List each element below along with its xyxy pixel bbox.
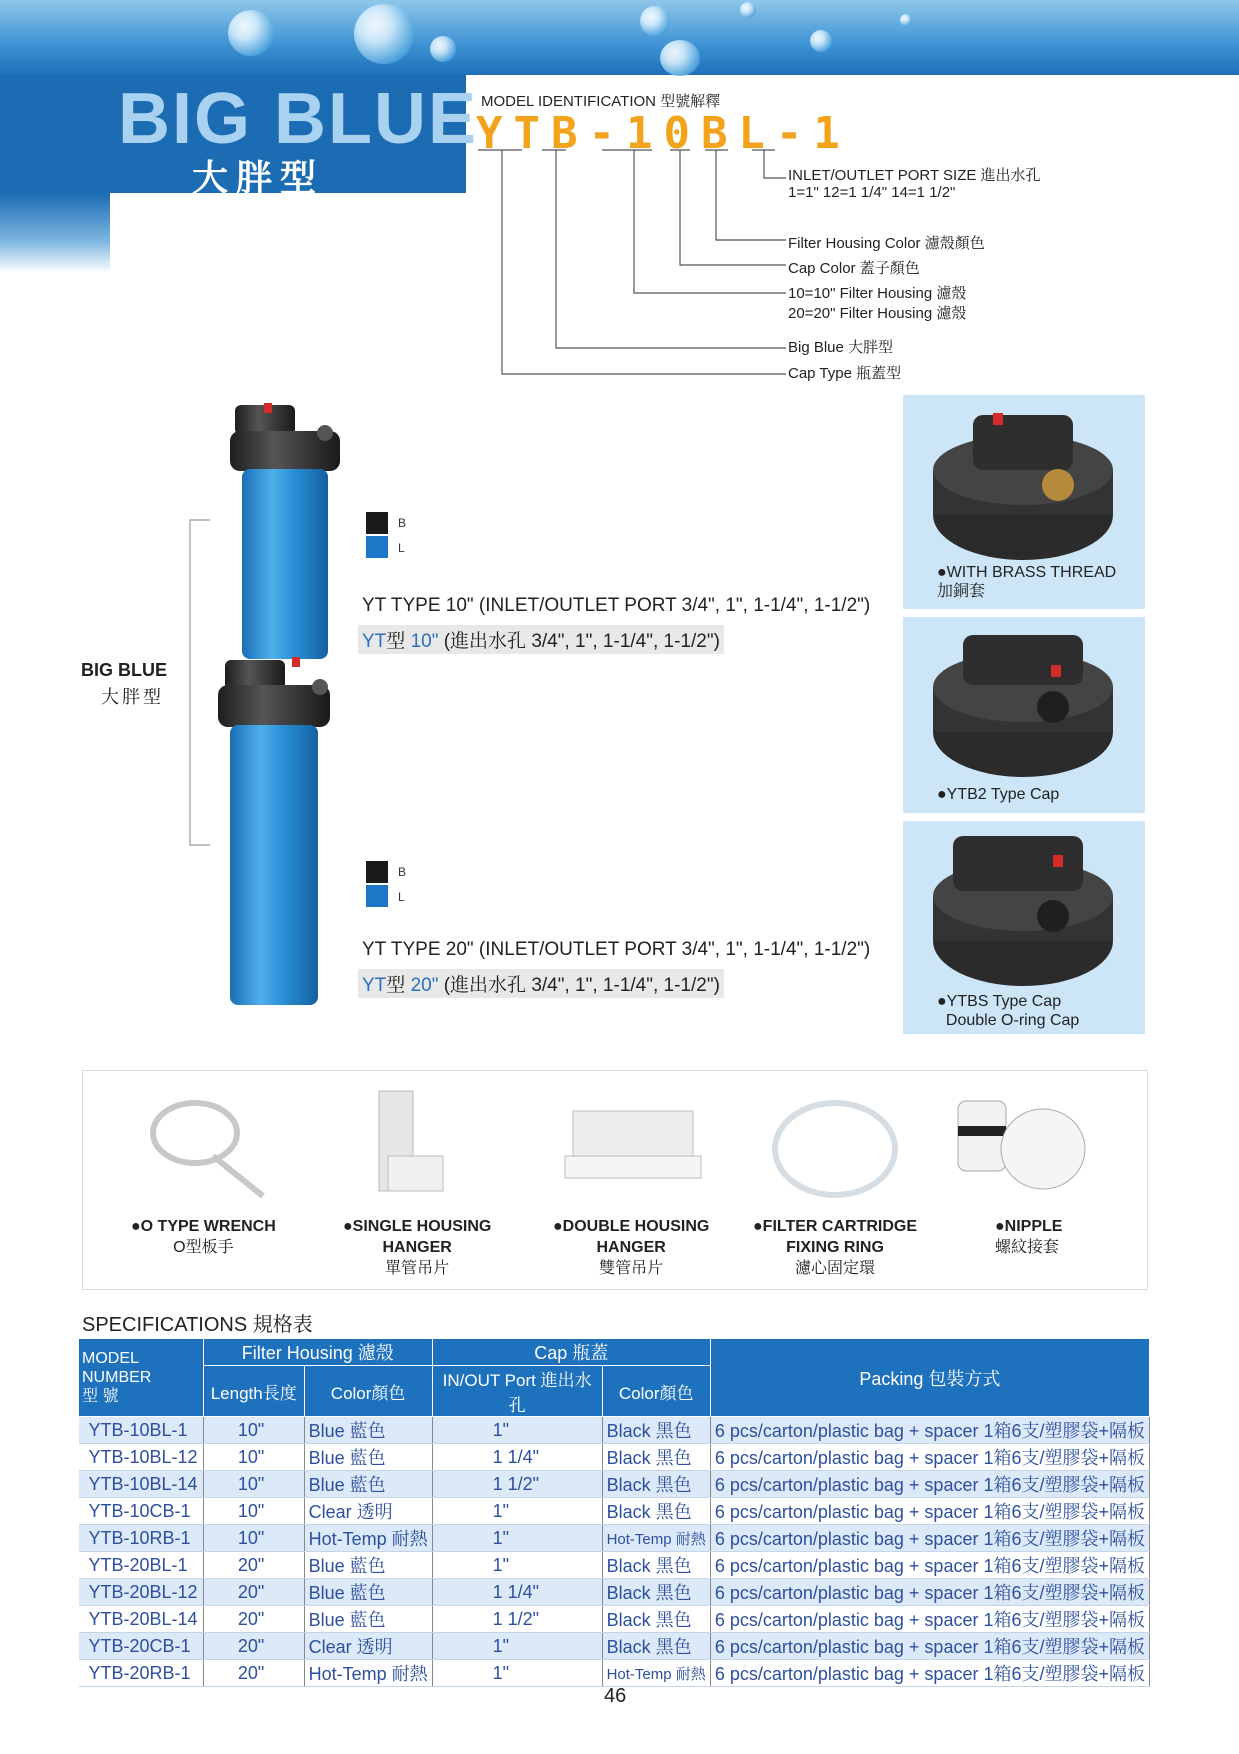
legend-cap-color: Cap Color 蓋子顏色 [788,260,920,277]
housing-10-inch [230,403,340,659]
cell-port: 1" [432,1498,602,1525]
table-row [79,1471,1150,1498]
side-label-en: BIG BLUE [81,660,168,680]
cell-length: 20" [203,1660,304,1687]
cap-ytb2-image [903,617,1145,813]
housing-20-inch [218,657,330,1005]
cell-color: Blue 藍色 [304,1552,432,1579]
accessory-double-hanger-label: ●DOUBLE HOUSING HANGER 雙管吊片 [553,1218,710,1277]
cell-packing: 6 pcs/carton/plastic bag + spacer 1箱6支/塑膠袋+隔板 [710,1444,1149,1471]
legend-big-blue: Big Blue 大胖型 [788,339,894,356]
col-color: Color顏色 [304,1366,432,1417]
cell-port: 1 1/2" [432,1471,602,1498]
cell-packing: 6 pcs/carton/plastic bag + spacer 1箱6支/塑膠袋+隔板 [710,1633,1149,1660]
cap-option-ytb2 [903,617,1145,813]
cell-model: YTB-10RB-1 [79,1525,204,1552]
legend-size-10: 10=10" Filter Housing 濾殼 [788,285,967,302]
col-housing: Filter Housing 濾殼 [203,1339,432,1366]
accessory-fixing-ring-label: ●FILTER CARTRIDGE FIXING RING 濾心固定環 [753,1218,918,1277]
cell-color: Blue 藍色 [304,1417,432,1444]
legend-housing-color: Filter Housing Color 濾殼顏色 [788,235,985,252]
swatch-blue [366,536,388,558]
cell-cap-color: Black 黑色 [602,1498,710,1525]
cell-length: 10" [203,1417,304,1444]
cap-label: ●WITH BRASS THREAD 加銅套 [937,564,1117,600]
type10-description: YT TYPE 10" (INLET/OUTLET PORT 3/4", 1", 1-1/4", 1-1/2") [362,595,871,616]
col-packing: Packing 包裝方式 [710,1339,1149,1417]
type20-description-cn: YT型 20" (進出水孔 3/4", 1", 1-1/4", 1-1/2") [358,969,724,998]
table-row [79,1552,1150,1579]
cell-model: YTB-20BL-1 [79,1552,204,1579]
swatch-label-l: L [398,541,405,555]
double-hanger-image [565,1111,701,1178]
cap-label: ●YTB2 Type Cap [937,786,1060,803]
swatch-label-b: B [398,516,407,530]
cell-color: Blue 藍色 [304,1579,432,1606]
cell-packing: 6 pcs/carton/plastic bag + spacer 1箱6支/塑膠袋+隔板 [710,1660,1149,1687]
legend-port-size: INLET/OUTLET PORT SIZE 進出水孔 [788,167,1041,184]
cell-cap-color: Black 黑色 [602,1417,710,1444]
table-row [79,1579,1150,1606]
spec-title: SPECIFICATIONS 規格表 [82,1314,313,1336]
table-row [79,1417,1150,1444]
cell-port: 1 1/4" [432,1444,602,1471]
accessories-panel [82,1070,1148,1290]
swatch-black [366,512,388,534]
cell-cap-color: Black 黑色 [602,1471,710,1498]
accessory-wrench-label: ●O TYPE WRENCH O型板手 [131,1218,276,1256]
housing-illustrations [180,395,360,1015]
cell-length: 20" [203,1633,304,1660]
cell-length: 10" [203,1444,304,1471]
cell-length: 10" [203,1498,304,1525]
cell-port: 1" [432,1525,602,1552]
model-code-callout-lines [0,0,1239,400]
cell-color: Hot-Temp 耐熱 [304,1525,432,1552]
spec-table [78,1338,1150,1687]
cell-cap-color: Black 黑色 [602,1444,710,1471]
accessory-single-hanger-label: ●SINGLE HOUSING HANGER 單管吊片 [343,1218,492,1277]
cell-color: Blue 藍色 [304,1471,432,1498]
cell-color: Clear 透明 [304,1498,432,1525]
cell-packing: 6 pcs/carton/plastic bag + spacer 1箱6支/塑膠袋+隔板 [710,1552,1149,1579]
single-hanger-image [379,1091,443,1191]
legend-cap-type: Cap Type 瓶蓋型 [788,365,902,382]
cell-packing: 6 pcs/carton/plastic bag + spacer 1箱6支/塑膠袋+隔板 [710,1498,1149,1525]
cell-model: YTB-10BL-12 [79,1444,204,1471]
cell-model: YTB-10BL-1 [79,1417,204,1444]
cell-cap-color: Hot-Temp 耐熱 [602,1525,710,1552]
cell-length: 10" [203,1525,304,1552]
cell-color: Hot-Temp 耐熱 [304,1660,432,1687]
wrench-image [153,1103,263,1196]
table-row [79,1606,1150,1633]
cell-cap-color: Hot-Temp 耐熱 [602,1660,710,1687]
table-row [79,1660,1150,1687]
cell-port: 1" [432,1660,602,1687]
cap-option-brass-thread [903,395,1145,609]
table-row [79,1633,1150,1660]
page-subtitle: 大胖型 [192,157,325,198]
cell-packing: 6 pcs/carton/plastic bag + spacer 1箱6支/塑膠袋+隔板 [710,1417,1149,1444]
cell-port: 1 1/2" [432,1606,602,1633]
cell-color: Clear 透明 [304,1633,432,1660]
cell-packing: 6 pcs/carton/plastic bag + spacer 1箱6支/塑膠袋+隔板 [710,1606,1149,1633]
col-cap: Cap 瓶蓋 [432,1339,710,1366]
cell-model: YTB-20RB-1 [79,1660,204,1687]
accessory-images [83,1071,1147,1211]
col-cap-color: Color顏色 [602,1366,710,1417]
cell-port: 1" [432,1417,602,1444]
swatch-black [366,861,388,883]
cell-cap-color: Black 黑色 [602,1606,710,1633]
cell-packing: 6 pcs/carton/plastic bag + spacer 1箱6支/塑膠袋+隔板 [710,1525,1149,1552]
cell-length: 20" [203,1579,304,1606]
cell-cap-color: Black 黑色 [602,1552,710,1579]
cell-packing: 6 pcs/carton/plastic bag + spacer 1箱6支/塑膠袋+隔板 [710,1471,1149,1498]
cell-model: YTB-20CB-1 [79,1633,204,1660]
side-label-cn: 大胖型 [101,687,164,707]
swatch-label-l: L [398,890,405,904]
swatch-label-b: B [398,865,407,879]
cell-color: Blue 藍色 [304,1444,432,1471]
cell-model: YTB-20BL-12 [79,1579,204,1606]
cell-length: 10" [203,1471,304,1498]
col-model: MODEL NUMBER 型 號 [79,1339,204,1417]
cap-option-ytbs [903,821,1145,1034]
cell-length: 20" [203,1606,304,1633]
col-length: Length長度 [203,1366,304,1417]
nipple-image [958,1101,1085,1189]
type20-description: YT TYPE 20" (INLET/OUTLET PORT 3/4", 1", 1-1/4", 1-1/2") [362,939,871,960]
type10-description-cn: YT型 10" (進出水孔 3/4", 1", 1-1/4", 1-1/2") [358,625,724,654]
model-code: YTB-10BL-1 [476,108,851,159]
accessory-nipple-label: ●NIPPLE 螺紋接套 [995,1218,1063,1256]
cell-port: 1 1/4" [432,1579,602,1606]
model-identification-label: MODEL IDENTIFICATION 型號解釋 [481,93,721,110]
cell-model: YTB-10CB-1 [79,1498,204,1525]
cell-model: YTB-20BL-14 [79,1606,204,1633]
swatch-blue [366,885,388,907]
page-number: 46 [604,1685,627,1707]
table-row [79,1525,1150,1552]
cell-cap-color: Black 黑色 [602,1633,710,1660]
cell-port: 1" [432,1633,602,1660]
page-title: BIG BLUE [118,79,479,159]
legend-size-20: 20=20" Filter Housing 濾殼 [788,305,967,322]
cell-model: YTB-10BL-14 [79,1471,204,1498]
table-row [79,1498,1150,1525]
table-row [79,1444,1150,1471]
cell-color: Blue 藍色 [304,1606,432,1633]
fixing-ring-image [775,1103,895,1195]
cell-length: 20" [203,1552,304,1579]
cap-label: ●YTBS Type Cap Double O-ring Cap [937,993,1080,1029]
col-port: IN/OUT Port 進出水孔 [432,1366,602,1417]
cell-cap-color: Black 黑色 [602,1579,710,1606]
legend-port-values: 1=1" 12=1 1/4" 14=1 1/2" [788,184,956,201]
cell-port: 1" [432,1552,602,1579]
cell-packing: 6 pcs/carton/plastic bag + spacer 1箱6支/塑膠袋+隔板 [710,1579,1149,1606]
